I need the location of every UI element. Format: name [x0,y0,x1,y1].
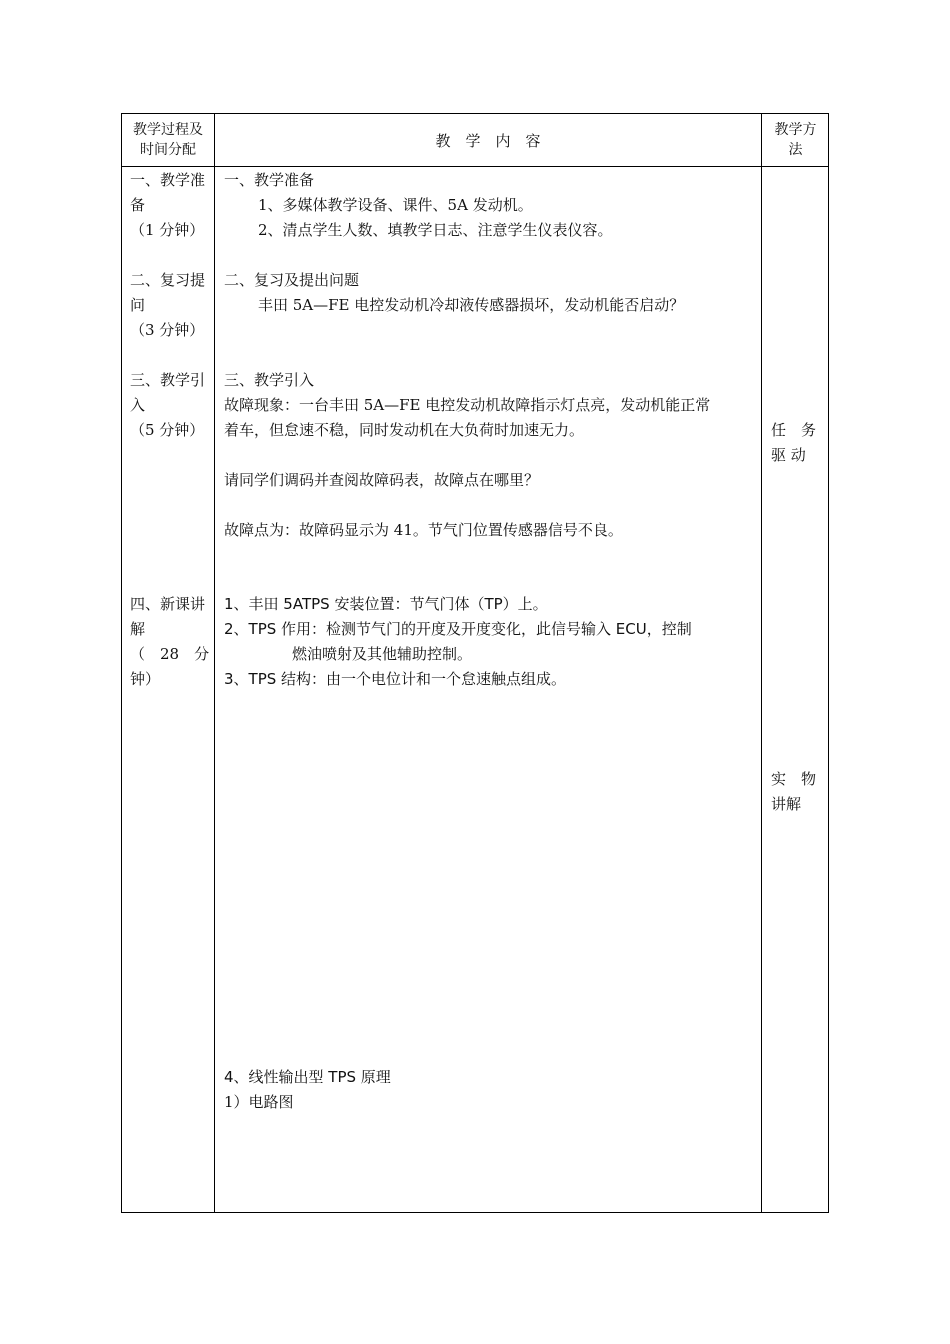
intro-symptom-line-1: 故障现象：一台丰田 5A—FE 电控发动机故障指示灯点亮，发动机能正常 [224,396,711,414]
header-process-time [122,120,214,160]
tps-location: 1、丰田 5ATPS 安装位置：节气门体（TP）上。 [224,595,548,613]
step-line: 解 [130,620,146,638]
step-line: 一、教学准 [130,171,206,189]
header-content: 教 学 内 容 [435,132,541,150]
method-task-driven [771,420,816,470]
step-3-label [130,370,205,445]
intro-title: 三、教学引入 [224,371,315,389]
header-line: 教学方 [774,122,817,138]
intro-answer: 故障点为：故障码显示为 41。节气门位置传感器信号不良。 [224,521,623,539]
step-line: 备 [130,196,146,214]
step-time: （3 分钟） [130,321,205,339]
step-line: 问 [130,296,146,314]
tps-function-line-1: 2、TPS 作用：检测节气门的开度及开度变化，此信号输入 ECU，控制 [224,620,692,638]
step-time: （5 分钟） [130,421,205,439]
column-divider-1 [214,113,215,1213]
column-divider-2 [761,113,762,1213]
tps-function-line-2: 燃油喷射及其他辅助控制。 [292,645,473,663]
step-time: 钟） [130,670,161,688]
intro-symptom-line-2: 着车，但怠速不稳，同时发动机在大负荷时加速无力。 [224,421,585,439]
prep-item-2: 2、清点学生人数、填教学日志、注意学生仪表仪容。 [258,221,613,239]
tps-principle-title: 4、线性输出型 TPS 原理 [224,1068,391,1086]
step-time: （ 28 分 [130,645,210,663]
method-line: 讲解 [771,795,802,813]
intro-question: 请同学们调码并查阅故障码表，故障点在哪里？ [224,471,540,489]
review-question: 丰田 5A—FE 电控发动机冷却液传感器损坏，发动机能否启动？ [258,296,685,314]
step-line: 四、新课讲 [130,595,206,613]
circuit-diagram-label: 1）电路图 [224,1093,294,1111]
step-4-label [130,594,209,694]
review-title: 二、复习及提出问题 [224,271,360,289]
step-line: 二、复习提 [130,271,206,289]
step-line: 三、教学引 [130,371,206,389]
prep-title: 一、教学准备 [224,171,315,189]
step-time: （1 分钟） [130,221,205,239]
method-line: 驱 动 [771,446,806,464]
method-object-demo [771,769,816,819]
method-line: 实 物 [771,770,817,788]
header-line: 时间分配 [140,142,196,158]
step-line: 入 [130,396,146,414]
step-1-label [130,170,205,245]
header-line: 教学过程及 [133,122,203,138]
header-line: 法 [788,142,803,158]
step-2-label [130,270,205,345]
header-divider [121,166,829,167]
prep-item-1: 1、多媒体教学设备、课件、5A 发动机。 [258,196,533,214]
header-method [762,120,829,160]
tps-structure: 3、TPS 结构：由一个电位计和一个怠速触点组成。 [224,670,567,688]
method-line: 任 务 [771,421,817,439]
